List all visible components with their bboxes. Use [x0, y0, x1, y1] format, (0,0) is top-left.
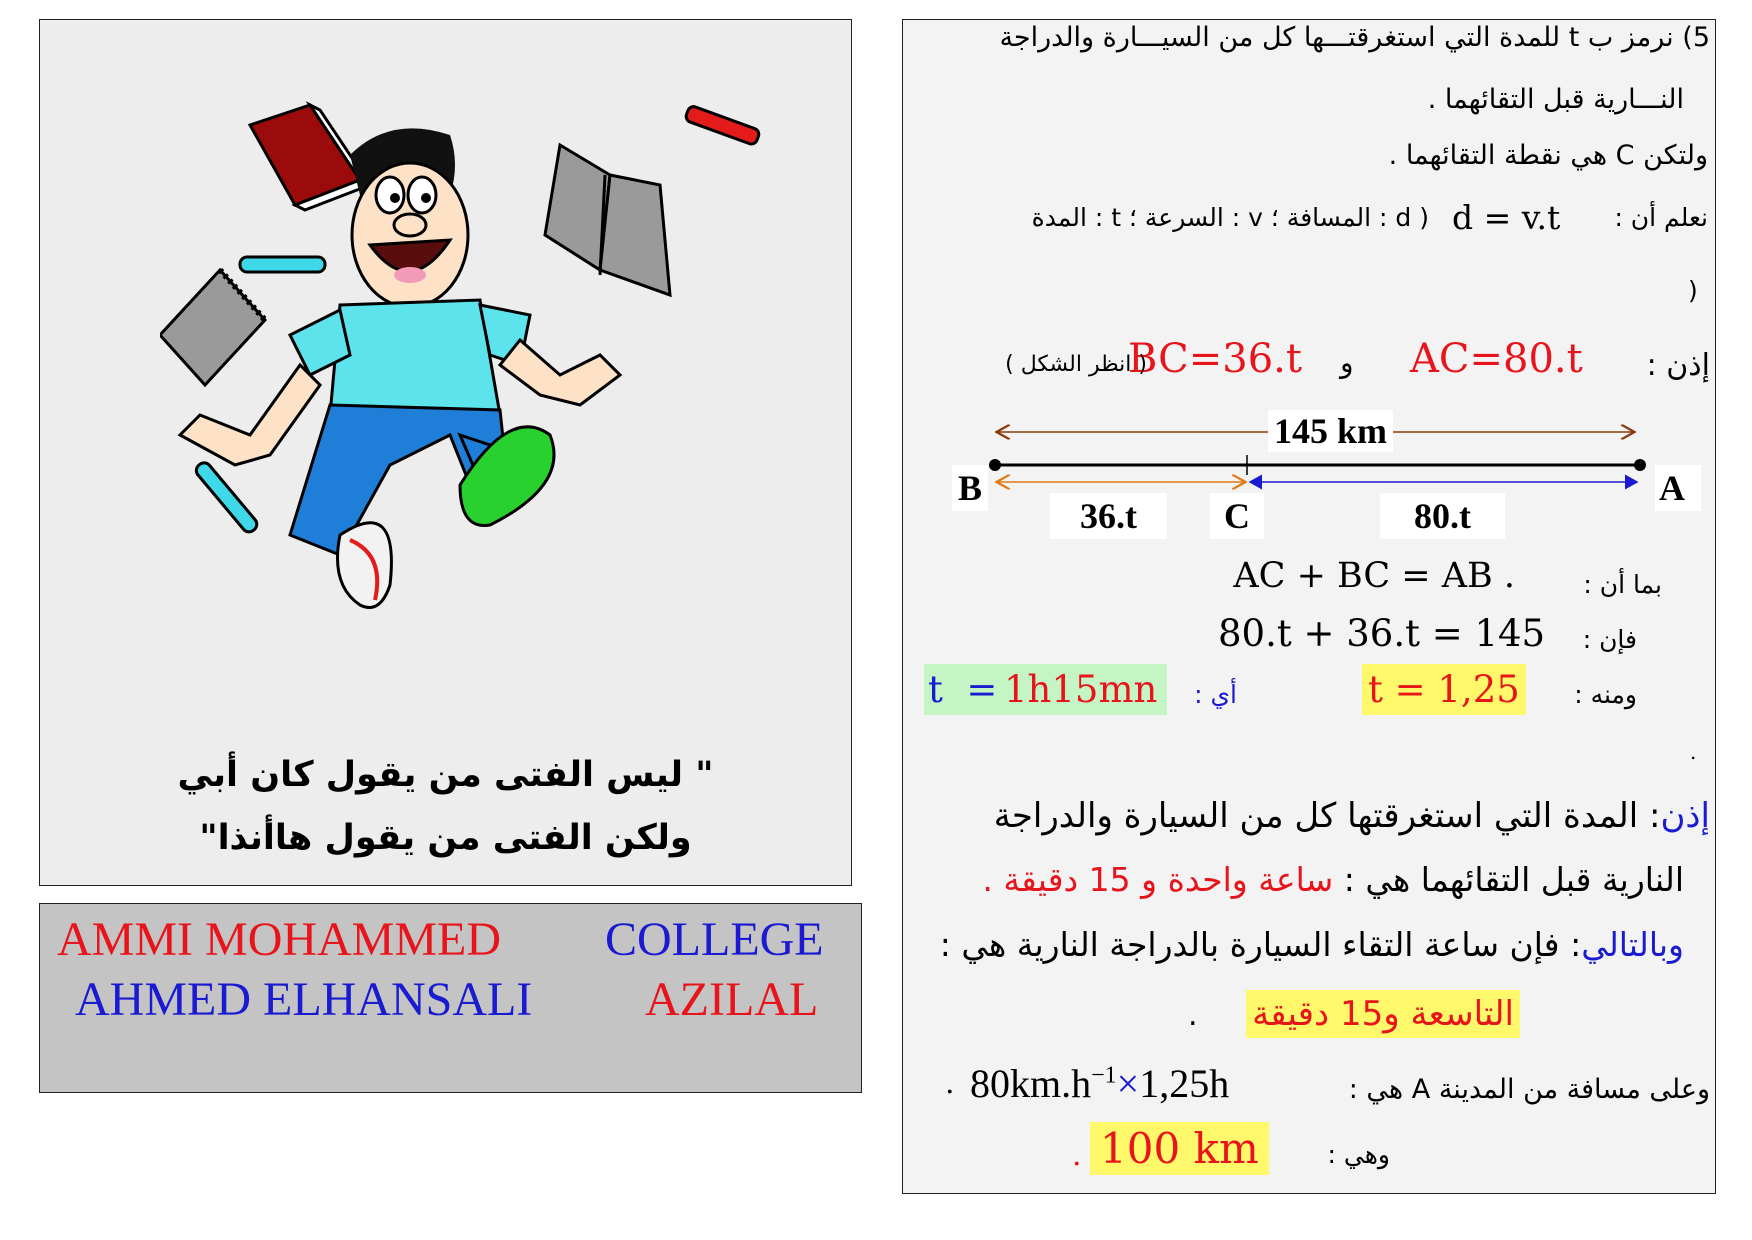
ie-label: أي :: [1194, 680, 1237, 709]
formula-legend-close: ): [1688, 276, 1698, 305]
consequently-prefix: وبالتالي: [1581, 925, 1684, 964]
credit-label-2: AZILAL: [645, 973, 819, 1026]
total-distance-label: 145 km: [1268, 410, 1393, 452]
ie-t: t =: [924, 664, 1001, 715]
point-a-label: A: [1655, 465, 1701, 511]
cyan-pen-icon: [194, 460, 260, 535]
meeting-time-intro: : فإن ساعة التقاء السيارة بالدراجة النارية هي :: [939, 925, 1582, 964]
open-book-icon: [545, 145, 670, 295]
conclusion-prefix: إذن: [1660, 796, 1710, 836]
result-dot: .: [1072, 1138, 1082, 1173]
student-cartoon-illustration: [160, 85, 770, 700]
dot-separator: .: [1690, 740, 1697, 764]
conclusion-line-3: [940, 925, 1684, 964]
result-label: وهي :: [1327, 1140, 1390, 1169]
hence-value: t = 1,25: [1362, 664, 1526, 715]
therefore-label: إذن :: [1646, 348, 1710, 383]
duration-intro: النارية قبل التقائهما هي :: [1343, 860, 1684, 899]
quote-line-1: " ليس الفتى من يقول كان أبي: [177, 755, 714, 795]
result-value: 100 km: [1090, 1122, 1269, 1175]
point-b-marker: [989, 459, 1001, 471]
distance-intro: وعلى مسافة من المدينة A هي :: [1348, 1074, 1710, 1105]
and-label: و: [1340, 346, 1354, 379]
boy-head: [350, 128, 468, 307]
bc-expression: BC=36.t: [1128, 336, 1302, 382]
then-equation: 80.t + 36.t = 145: [1218, 612, 1546, 655]
formula-legend: ( d : المسافة ؛ v : السرعة ؛ t : المدة: [1031, 203, 1429, 232]
conclusion-line-2: [982, 860, 1684, 899]
since-equation: AC + BC = AB .: [1233, 556, 1515, 596]
distance-formula: $80km.h^{-1}\times 1,25h$: [970, 1061, 1230, 1106]
credit-label-1: COLLEGE: [605, 913, 824, 966]
paragraph-1-line-1: 5) نرمز ب t للمدة التي استغرقتـــها كل من السيـــارة والدراجة: [999, 22, 1710, 53]
paragraph-2: ولتكن C هي نقطة التقائهما .: [1388, 140, 1708, 171]
white-shoe-icon: [338, 523, 392, 608]
distance-formula-dot: .: [945, 1066, 955, 1101]
duration-value: ساعة واحدة و 15 دقيقة .: [982, 860, 1334, 899]
then-label: فإن :: [1582, 625, 1637, 654]
see-figure-note: ( انظر الشكل ): [1005, 352, 1147, 377]
conclusion-line-1: [994, 796, 1710, 836]
point-a-marker: [1634, 459, 1646, 471]
hence-label: ومنه :: [1574, 680, 1637, 709]
conclusion-text: : المدة التي استغرقتها كل من السيارة والدراجة: [993, 796, 1661, 836]
cyan-pen-icon: [240, 257, 325, 272]
known-formula: d = v.t: [1452, 198, 1561, 237]
credit-name-1: AMMI MOHAMMED: [57, 913, 502, 966]
boy-shirt: [290, 300, 530, 415]
ie-value: 1h15mn: [994, 664, 1167, 715]
segment-bc-label: 36.t: [1050, 493, 1167, 539]
boy-right-arm: [500, 340, 620, 405]
paragraph-1-line-2: النـــارية قبل التقائهما .: [1427, 84, 1684, 115]
ac-expression: AC=80.t: [1410, 336, 1583, 382]
meeting-time-dot: .: [1188, 998, 1198, 1033]
since-label: بما أن :: [1583, 570, 1662, 599]
meeting-time-value: التاسعة و15 دقيقة: [1246, 990, 1520, 1038]
quote-line-2: ولكن الفتى من يقول هاأنذا": [199, 818, 692, 858]
notepad-icon: [160, 270, 265, 385]
point-b-label: B: [952, 465, 988, 511]
point-c-label: C: [1210, 493, 1264, 539]
segment-ac-label: 80.t: [1380, 493, 1505, 539]
red-marker-icon: [685, 105, 761, 146]
known-formula-label: نعلم أن :: [1614, 203, 1708, 232]
credit-name-2: AHMED ELHANSALI: [75, 973, 533, 1026]
